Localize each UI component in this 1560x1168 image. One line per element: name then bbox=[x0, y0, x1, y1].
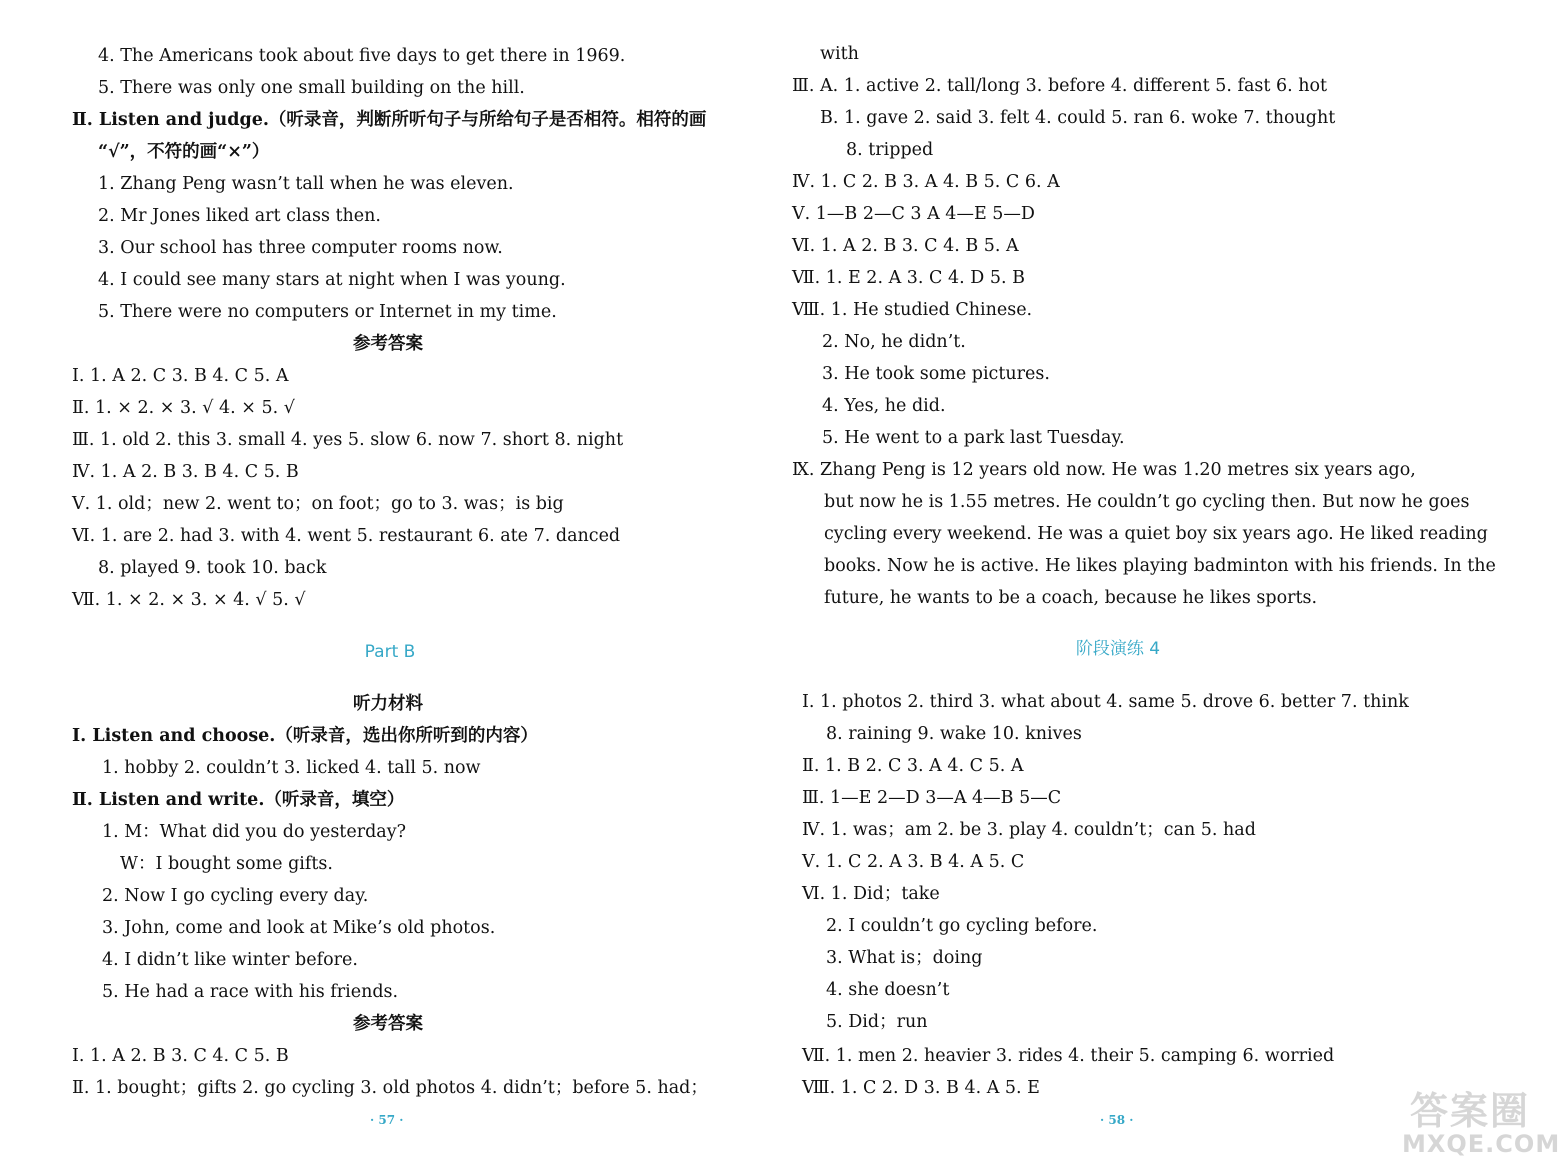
text-line: 4. I could see many stars at night when I was young. bbox=[98, 270, 566, 290]
text-line: Ⅷ. 1. He studied Chinese. bbox=[792, 300, 1033, 320]
text-line: Ⅴ. 1—B 2—C 3 A 4—E 5—D bbox=[792, 204, 1035, 224]
text-line: but now he is 1.55 metres. He couldn’t go cycling then. But now he goes bbox=[824, 492, 1470, 512]
text-line: 3. He took some pictures. bbox=[822, 364, 1050, 384]
text-line: Ⅰ. 1. A 2. B 3. C 4. C 5. B bbox=[72, 1046, 289, 1066]
text-line: Ⅴ. 1. C 2. A 3. B 4. A 5. C bbox=[802, 852, 1025, 872]
text-line: Ⅵ. 1. are 2. had 3. with 4. went 5. restaurant 6. ate 7. danced bbox=[72, 526, 621, 546]
text-line: Ⅶ. 1. E 2. A 3. C 4. D 5. B bbox=[792, 268, 1025, 288]
text-line: 3. What is；doing bbox=[826, 948, 983, 968]
text-line: 4. The Americans took about five days to get there in 1969. bbox=[98, 46, 626, 66]
text-line: Ⅱ. 1. × 2. × 3. √ 4. × 5. √ bbox=[72, 398, 295, 418]
text-line: Ⅳ. 1. was；am 2. be 3. play 4. couldn’t；can 5. had bbox=[802, 820, 1256, 840]
text-line: B. 1. gave 2. said 3. felt 4. could 5. ran 6. woke 7. thought bbox=[820, 108, 1336, 128]
text-line: “√”，不符的画“×”） bbox=[98, 142, 270, 162]
text-line: 1. M：What did you do yesterday? bbox=[102, 822, 406, 842]
text-line: 8. played 9. took 10. back bbox=[98, 558, 327, 578]
text-line: 4. she doesn’t bbox=[826, 980, 950, 1000]
text-line: Ⅸ. Zhang Peng is 12 years old now. He was 1.20 metres six years ago, bbox=[792, 460, 1416, 480]
text-line: 参考答案 bbox=[353, 334, 423, 354]
page-number-left: · 57 · bbox=[370, 1113, 404, 1127]
text-line: Ⅴ. 1. old；new 2. went to；on foot；go to 3. was；is big bbox=[72, 494, 564, 514]
text-line: Ⅲ. A. 1. active 2. tall/long 3. before 4. different 5. fast 6. hot bbox=[792, 76, 1328, 96]
text-line: 3. John, come and look at Mike’s old photos. bbox=[102, 918, 496, 938]
text-line: 8. raining 9. wake 10. knives bbox=[826, 724, 1082, 744]
watermark-url: MXQE.COM bbox=[1402, 1130, 1560, 1158]
text-line: Ⅱ. Listen and judge.（听录音，判断所听句子与所给句子是否相符。相符的画 bbox=[72, 110, 707, 130]
text-line: Ⅱ. 1. B 2. C 3. A 4. C 5. A bbox=[802, 756, 1024, 776]
section-title-part-b: Part B bbox=[364, 642, 416, 662]
text-line: Ⅶ. 1. × 2. × 3. × 4. √ 5. √ bbox=[72, 590, 306, 610]
text-line: 参考答案 bbox=[353, 1014, 423, 1034]
text-line: 5. He went to a park last Tuesday. bbox=[822, 428, 1125, 448]
text-line: Ⅰ. 1. photos 2. third 3. what about 4. same 5. drove 6. better 7. think bbox=[802, 692, 1409, 712]
text-line: Ⅷ. 1. C 2. D 3. B 4. A 5. E bbox=[802, 1078, 1040, 1098]
text-line: 3. Our school has three computer rooms now. bbox=[98, 238, 503, 258]
text-line: 4. Yes, he did. bbox=[822, 396, 946, 416]
text-line: Ⅰ. Listen and choose.（听录音，选出你所听到的内容） bbox=[72, 726, 538, 746]
text-line: 1. Zhang Peng wasn’t tall when he was eleven. bbox=[98, 174, 514, 194]
text-line: 2. Mr Jones liked art class then. bbox=[98, 206, 381, 226]
text-line: Ⅳ. 1. A 2. B 3. B 4. C 5. B bbox=[72, 462, 299, 482]
text-line: Ⅳ. 1. C 2. B 3. A 4. B 5. C 6. A bbox=[792, 172, 1060, 192]
text-line: W：I bought some gifts. bbox=[120, 854, 333, 874]
text-line: 听力材料 bbox=[353, 694, 423, 714]
page-number-right: · 58 · bbox=[1100, 1113, 1134, 1127]
text-line: Ⅶ. 1. men 2. heavier 3. rides 4. their 5. camping 6. worried bbox=[802, 1046, 1335, 1066]
text-line: Ⅰ. 1. A 2. C 3. B 4. C 5. A bbox=[72, 366, 289, 386]
text-line: Ⅵ. 1. Did；take bbox=[802, 884, 940, 904]
left-page bbox=[0, 0, 708, 1168]
text-line: 2. I couldn’t go cycling before. bbox=[826, 916, 1098, 936]
text-line: 5. He had a race with his friends. bbox=[102, 982, 399, 1002]
text-line: Ⅱ. 1. bought；gifts 2. go cycling 3. old photos 4. didn’t；before 5. had； bbox=[72, 1078, 708, 1098]
section-title-stage-4: 阶段演练 4 bbox=[1075, 639, 1161, 659]
text-line: Ⅲ. 1—E 2—D 3—A 4—B 5—C bbox=[802, 788, 1062, 808]
text-line: 5. There were no computers or Internet in my time. bbox=[98, 302, 557, 322]
text-line: books. Now he is active. He likes playing badminton with his friends. In the bbox=[824, 556, 1496, 576]
text-line: cycling every weekend. He was a quiet boy six years ago. He liked reading bbox=[824, 524, 1488, 544]
watermark-logo: 答案圈 bbox=[1410, 1089, 1531, 1133]
text-line: Ⅲ. 1. old 2. this 3. small 4. yes 5. slow 6. now 7. short 8. night bbox=[72, 430, 624, 450]
text-line: Ⅱ. Listen and write.（听录音，填空） bbox=[72, 790, 405, 810]
text-line: future, he wants to be a coach, because he likes sports. bbox=[824, 588, 1318, 608]
text-line: 8. tripped bbox=[846, 140, 934, 160]
text-line: 1. hobby 2. couldn’t 3. licked 4. tall 5. now bbox=[102, 758, 481, 778]
text-line: Ⅵ. 1. A 2. B 3. C 4. B 5. A bbox=[792, 236, 1019, 256]
text-line: 5. There was only one small building on the hill. bbox=[98, 78, 525, 98]
text-line: 4. I didn’t like winter before. bbox=[102, 950, 358, 970]
text-line: 5. Did；run bbox=[826, 1012, 928, 1032]
text-line: 2. No, he didn’t. bbox=[822, 332, 966, 352]
text-line: 2. Now I go cycling every day. bbox=[102, 886, 369, 906]
text-line: with bbox=[820, 44, 859, 64]
